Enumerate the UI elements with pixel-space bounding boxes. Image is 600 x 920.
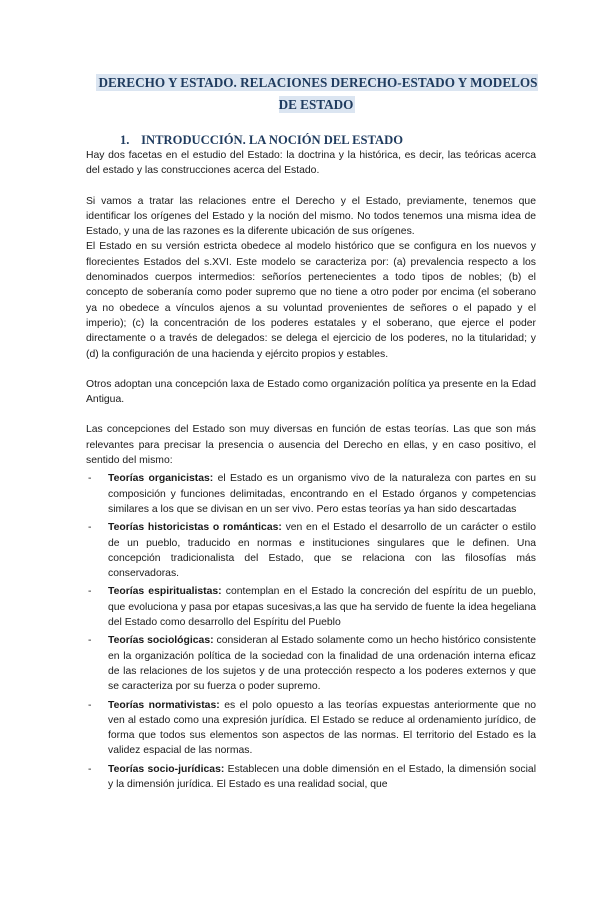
list-item	[88, 698, 536, 759]
list-dash: -	[88, 522, 92, 534]
paragraph-strict-state: El Estado en su versión estricta obedece al modelo histórico que se configura en los nuevos y florecientes Estados del s.XVI. Este modelo se caracteriza por: (a) prevalencia respecto a los denominados cuerpos intermedios: señoríos pertenecientes a todo tipos de nobles; (b) el concepto de soberanía como poder supremo que no tiene a otro poder por encima (el soberano ya no obedece a vínculos ajenos a su voluntad provenientes de señores o el papado y el imperio); (c) la concentración de los poderes estatales y el soberano, que ejerce el poder directamente o a través de delegados: se delega el ejercicio de los poderes, no la titularidad; y (d) la configuración de una hacienda y ejército propios y estables.	[86, 241, 536, 360]
list-item	[88, 471, 537, 517]
section-number: 1.	[120, 133, 130, 147]
document-title-text: DERECHO Y ESTADO. RELACIONES DERECHO-ESTADO Y MODELOS DE ESTADO	[98, 75, 538, 112]
list-item	[88, 633, 536, 694]
document-title	[86, 72, 548, 116]
paragraph-conceptions: Las concepciones del Estado son muy diversas en función de estas teorías. Las que son más relevantes para precisar la presencia o ausencia del Derecho en ellas, y en caso positivo, el sentido del mismo:	[86, 424, 536, 467]
theory-term: Teorías normativistas:	[108, 699, 220, 711]
theory-term: Teorías historicistas o románticas:	[108, 522, 282, 534]
list-dash: -	[88, 473, 92, 485]
theory-term: Teorías organicistas:	[108, 473, 214, 485]
theory-term: Teorías sociológicas:	[108, 635, 214, 647]
theory-text: consideran al Estado solamente como un hecho histórico consistente en la organización política de la sociedad con la finalidad de una ordenación interna eficaz de las relaciones de los sujetos y de una protección respecto a los poderes externos y que se caracteriza por su fuerza o poder supremo.	[108, 635, 536, 693]
document-page	[0, 72, 600, 920]
section-heading-text: INTRODUCCIÓN. LA NOCIÓN DEL ESTADO	[141, 133, 403, 147]
theory-text: es el polo opuesto a las teorías expuestas anteriormente que no ven al estado como una expresión jurídica. El Estado se reduce al ordenamiento jurídico, de forma que todos sus elementos son aspectos de las normas. El territorio del Estado es la validez espacial de las normas.	[108, 699, 536, 757]
list-dash: -	[88, 586, 92, 598]
theory-text: contemplan en el Estado la concreción del espíritu de un pueblo, que evoluciona y pasa por etapas sucesivas,a las que ha servido de fuente la idea hegeliana del Estado como desarrollo del Espíritu del Pueblo	[108, 586, 536, 629]
theory-text: ven en el Estado el desarrollo de un carácter o estilo de un pueblo, traducido en normas e instituciones singulares que le definen. Una concepción tradicionalista del Estado, que se relaciona con las filosofías más conservadoras.	[108, 522, 537, 580]
paragraph-facets: Hay dos facetas en el estudio del Estado: la doctrina y la histórica, es decir, las teóricas acerca del estado y las construcciones acerca del Estado.	[86, 150, 536, 177]
list-item	[88, 762, 536, 793]
theory-text: Establecen una doble dimensión en el Estado, la dimensión social y la dimensión jurídica. El Estado es una realidad social, que	[108, 763, 536, 790]
list-item	[88, 520, 537, 581]
paragraph-origins: Si vamos a tratar las relaciones entre el Derecho y el Estado, previamente, tenemos que identificar los orígenes del Estado y la noción del mismo. No todos tenemos una misma idea de Estado, y una de las razones es la diferente ubicación de sus orígenes.	[86, 195, 536, 238]
list-dash: -	[88, 763, 92, 775]
theory-term: Teorías socio-jurídicas:	[108, 763, 225, 775]
theories-list	[86, 471, 536, 792]
list-dash: -	[88, 699, 92, 711]
list-dash: -	[88, 635, 92, 647]
list-item	[88, 584, 536, 630]
theory-term: Teorías espiritualistas:	[108, 586, 222, 598]
section-heading	[120, 132, 536, 148]
theory-text: el Estado es un organismo vivo de la naturaleza con partes en su composición y funciones delimitadas, encontrando en el Estado órganos y competencias similares a los que se divisan en un ser vivo. Pero estas teorías ya han sido descartadas	[108, 473, 537, 515]
paragraph-lax-state: Otros adoptan una concepción laxa de Estado como organización política ya presente en la Edad Antigua.	[86, 378, 536, 406]
